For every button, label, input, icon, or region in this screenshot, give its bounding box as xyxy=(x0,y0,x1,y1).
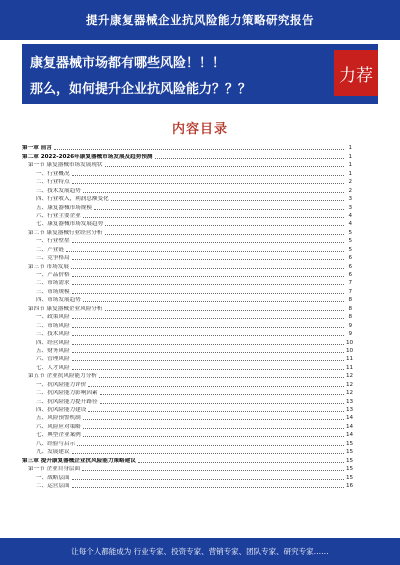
toc-leader-dots xyxy=(88,411,344,412)
toc-page-number: 1 xyxy=(348,153,352,160)
toc-entry-label: 一、抗风险能力评价 xyxy=(36,381,87,388)
toc-page-number: 6 xyxy=(348,263,352,270)
toc-leader-dots xyxy=(105,225,344,226)
toc-page-number: 15 xyxy=(346,466,354,473)
toc-page-number: 14 xyxy=(346,432,354,439)
toc-entry-label: 三、市场规模 xyxy=(36,288,70,295)
toc-leader-dots xyxy=(72,352,344,353)
toc-entry[interactable] xyxy=(22,254,352,262)
toc-leader-dots xyxy=(138,462,344,463)
toc-leader-dots xyxy=(105,166,345,167)
toc-page-number: 3 xyxy=(348,196,352,203)
toc-entry[interactable] xyxy=(22,262,352,270)
toc-leader-dots xyxy=(100,403,344,404)
toc-entry[interactable] xyxy=(22,456,352,464)
toc-entry-label: 二、抗风险能力影响因素 xyxy=(36,390,98,397)
toc-page-number: 1 xyxy=(348,170,352,177)
footer-slogan: 让每个人都能成为 行业专家、投资专家、营销专家、团队专家、研究专家…… xyxy=(71,547,329,556)
toc-page-number: 4 xyxy=(348,212,352,219)
toc-entry[interactable] xyxy=(22,144,352,152)
toc-entry-label: 二、运营层面 xyxy=(36,482,70,489)
toc-entry[interactable] xyxy=(22,448,352,456)
toc-entry-label: 第三章 提升康复器械企业抗风险能力策略建议 xyxy=(22,457,136,464)
toc-entry[interactable] xyxy=(22,186,352,194)
toc-page-number: 2 xyxy=(348,179,352,186)
toc-entry-label: 一、行业壁垒 xyxy=(36,238,70,245)
toc-entry[interactable] xyxy=(22,271,352,279)
toc-leader-dots xyxy=(72,335,344,336)
toc-leader-dots xyxy=(72,487,344,488)
recommend-badge: 力荐 xyxy=(334,50,378,96)
toc-entry-label: 六、行业主要企业 xyxy=(36,212,81,219)
toc-entry[interactable] xyxy=(22,439,352,447)
toc-page-number: 14 xyxy=(346,415,354,422)
toc-entry[interactable] xyxy=(22,380,352,388)
toc-entry-label: 九、发展建议 xyxy=(36,449,70,456)
toc-page-number: 12 xyxy=(346,390,354,397)
footer-bar xyxy=(0,538,400,565)
toc-entry-label: 第一节 康复器械市场发展现状 xyxy=(28,162,103,169)
toc-entry-label: 七、人才风险 xyxy=(36,364,70,371)
toc-title: 内容目录 xyxy=(171,122,228,137)
banner-question-1: 康复器械市场都有哪些风险！！！ xyxy=(30,56,226,71)
toc-entry-label: 三、技术风险 xyxy=(36,331,70,338)
toc-entry-label: 四、经营风险 xyxy=(36,339,70,346)
toc-entry[interactable] xyxy=(22,355,352,363)
toc-entry-label: 一、产品价格 xyxy=(36,272,70,278)
toc-entry[interactable] xyxy=(22,363,352,371)
toc-page-number: 1 xyxy=(348,162,352,169)
toc-page-number: 3 xyxy=(348,204,352,211)
toc-entry[interactable] xyxy=(22,195,352,203)
toc-leader-dots xyxy=(72,276,344,277)
toc-entry-label: 五、风险预警机制 xyxy=(36,415,81,422)
toc-page-number: 12 xyxy=(346,373,354,380)
toc-leader-dots xyxy=(94,209,344,210)
toc-page-number: 5 xyxy=(348,238,352,245)
toc-page-number: 12 xyxy=(346,381,354,388)
toc-entry[interactable] xyxy=(22,482,352,490)
toc-entry[interactable] xyxy=(22,245,352,253)
toc-page-number: 7 xyxy=(348,280,352,287)
toc-leader-dots xyxy=(72,183,344,184)
toc-entry[interactable] xyxy=(22,279,352,287)
toc-entry[interactable] xyxy=(22,152,352,160)
toc-entry[interactable] xyxy=(22,347,352,355)
toc-leader-dots xyxy=(155,158,344,159)
toc-page-number: 2 xyxy=(348,187,352,194)
toc-leader-dots xyxy=(82,470,344,471)
toc-page-number: 5 xyxy=(348,246,352,253)
toc-entry[interactable] xyxy=(22,228,352,236)
toc-entry-label: 三、抗风险能力提升路径 xyxy=(36,398,98,405)
toc-entry[interactable] xyxy=(22,169,352,177)
toc-entry[interactable] xyxy=(22,422,352,430)
toc-entry[interactable] xyxy=(22,473,352,481)
toc-entry-label: 二、行业特点 xyxy=(36,179,70,186)
toc-entry-label: 五、康复器械市场规模 xyxy=(36,204,92,211)
toc-entry[interactable] xyxy=(22,389,352,397)
toc-entry-label: 五、财务风险 xyxy=(36,347,70,354)
toc-leader-dots xyxy=(83,419,344,420)
toc-leader-dots xyxy=(77,445,344,446)
toc-entry-label: 二、产业链 xyxy=(36,246,64,253)
toc-leader-dots xyxy=(72,284,344,285)
toc-leader-dots xyxy=(54,149,344,150)
toc-entry-label: 第一章 前言 xyxy=(22,145,52,152)
toc-entry-label: 四、市场发展趋势 xyxy=(36,297,81,304)
toc-entry-label: 四、行业收入，利润总额变化 xyxy=(36,196,109,203)
report-header-bar xyxy=(0,0,400,40)
toc-page-number: 8 xyxy=(348,297,352,304)
toc-entry[interactable] xyxy=(22,313,352,321)
report-title: 提升康复器械企业抗风险能力策略研究报告 xyxy=(86,13,314,27)
toc-page-number: 13 xyxy=(346,407,354,413)
toc-page-number: 5 xyxy=(348,229,352,236)
toc-leader-dots xyxy=(72,242,344,243)
toc-entry-label: 第四节 康复器械企业风险分析 xyxy=(28,305,103,312)
toc-entry-label: 一、政策风险 xyxy=(36,314,70,321)
toc-page-number: 8 xyxy=(348,314,352,321)
toc-leader-dots xyxy=(105,234,345,235)
toc-page-number: 6 xyxy=(348,255,352,262)
toc-leader-dots xyxy=(83,301,344,302)
toc-entry-label: 二、市场风险 xyxy=(36,322,70,329)
toc-entry-label: 三、竞争格局 xyxy=(36,255,70,262)
toc-entry[interactable] xyxy=(22,203,352,211)
toc-entry[interactable] xyxy=(22,212,352,220)
toc-entry[interactable] xyxy=(22,330,352,338)
toc-leader-dots xyxy=(83,436,344,437)
toc-entry[interactable] xyxy=(22,414,352,422)
toc-leader-dots xyxy=(72,479,344,480)
toc-entry-label: 八、经验与启示 xyxy=(36,440,76,447)
toc-entry-label: 第二节 康复器械行业经营分析 xyxy=(28,229,103,236)
toc-leader-dots xyxy=(66,251,344,252)
toc-entry-label: 第一节 企业自身层面 xyxy=(28,466,81,473)
toc-leader-dots xyxy=(71,268,344,269)
toc-entry[interactable] xyxy=(22,372,352,380)
toc-entry-label: 一、战略层面 xyxy=(36,474,70,481)
banner-question-2: 那么，如何提升企业抗风险能力？？？ xyxy=(30,82,252,97)
toc-page-number: 14 xyxy=(346,423,354,430)
toc-page-number: 7 xyxy=(348,288,352,295)
toc-page-number: 11 xyxy=(346,364,354,371)
toc-leader-dots xyxy=(88,386,344,387)
toc-entry-label: 七、康复器械市场发展趋势 xyxy=(36,221,104,228)
toc-page-number: 15 xyxy=(346,457,354,464)
toc-entry[interactable] xyxy=(22,237,352,245)
toc-leader-dots xyxy=(72,360,344,361)
toc-entry-label: 三、技术发展趋势 xyxy=(36,187,81,194)
toc-leader-dots xyxy=(83,217,344,218)
toc-leader-dots xyxy=(72,344,344,345)
toc-entry[interactable] xyxy=(22,178,352,186)
toc-entry[interactable] xyxy=(22,431,352,439)
toc-entry[interactable] xyxy=(22,296,352,304)
toc-leader-dots xyxy=(105,310,345,311)
toc-leader-dots xyxy=(72,318,344,319)
toc-page-number: 8 xyxy=(348,305,352,312)
toc-page-number: 10 xyxy=(346,339,354,346)
toc-entry[interactable] xyxy=(22,465,352,473)
toc-page-number: 15 xyxy=(346,474,354,481)
toc-entry-label: 六、风险应对策略 xyxy=(36,423,81,430)
toc-leader-dots xyxy=(111,200,344,201)
toc-leader-dots xyxy=(72,453,344,454)
toc-page-number: 6 xyxy=(348,272,352,278)
toc-entry[interactable] xyxy=(22,161,352,169)
toc-page-number: 15 xyxy=(346,449,354,456)
toc-entry-label: 四、抗风险能力建设 xyxy=(36,407,87,413)
toc-entry-label: 二、市场需求 xyxy=(36,280,70,287)
toc-page-number: 10 xyxy=(346,347,354,354)
toc-page-number: 1 xyxy=(348,145,352,152)
toc-leader-dots xyxy=(72,175,344,176)
toc-leader-dots xyxy=(72,259,344,260)
toc-page-number: 13 xyxy=(346,398,354,405)
toc-entry-label: 第五节 企业抗风险能力分析 xyxy=(28,373,97,380)
toc-leader-dots xyxy=(83,192,344,193)
toc-entry[interactable] xyxy=(22,397,352,405)
toc-entry-label: 第二章 2022-2026年康复器械市场发展及趋势预测 xyxy=(22,153,153,160)
table-of-contents xyxy=(22,144,352,490)
toc-entry[interactable] xyxy=(22,406,352,414)
toc-leader-dots xyxy=(100,394,344,395)
toc-page-number: 16 xyxy=(346,482,354,489)
toc-entry-label: 一、行业概况 xyxy=(36,170,70,177)
toc-entry-label: 七、典型企业案例 xyxy=(36,432,81,439)
toc-entry[interactable] xyxy=(22,304,352,312)
toc-entry-label: 第三节 市场发展 xyxy=(28,263,69,270)
toc-page-number: 9 xyxy=(348,322,352,329)
toc-leader-dots xyxy=(72,293,344,294)
toc-leader-dots xyxy=(99,377,344,378)
toc-leader-dots xyxy=(72,327,344,328)
toc-entry[interactable] xyxy=(22,287,352,295)
toc-page-number: 4 xyxy=(348,221,352,228)
toc-page-number: 15 xyxy=(346,440,354,447)
toc-entry[interactable] xyxy=(22,321,352,329)
toc-entry-label: 六、管理风险 xyxy=(36,356,70,363)
toc-entry[interactable] xyxy=(22,338,352,346)
toc-page-number: 9 xyxy=(348,331,352,338)
toc-entry[interactable] xyxy=(22,220,352,228)
toc-page-number: 11 xyxy=(346,356,354,363)
toc-leader-dots xyxy=(72,369,344,370)
toc-leader-dots xyxy=(83,428,344,429)
